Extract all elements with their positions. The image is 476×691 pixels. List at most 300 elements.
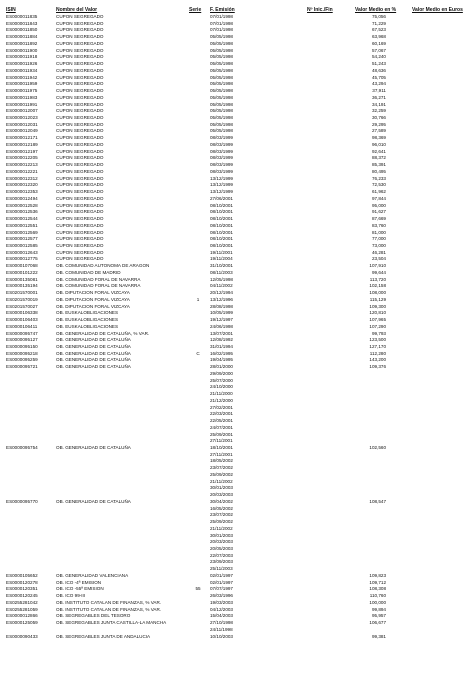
table-row	[0, 559, 476, 566]
name-cell: OB. DIPUTACION FORAL VIZCAYA	[56, 296, 130, 302]
date-cell: 23/09/2003	[210, 559, 233, 565]
date-cell: 05/05/1998	[210, 34, 233, 40]
date-cell: 10/10/2003	[210, 633, 233, 639]
isin-cell: ES0000012049	[6, 128, 38, 134]
value-cell: 30,766	[371, 115, 386, 121]
date-cell: 30/01/2003	[210, 485, 233, 491]
name-cell: CUPON SEGREGADO	[56, 61, 104, 67]
isin-cell: ES0000012577	[6, 236, 38, 242]
value-cell: 72,530	[371, 182, 386, 188]
value-cell: 127,170	[369, 343, 386, 349]
value-cell: 71,229	[371, 20, 386, 26]
table-row	[0, 580, 476, 587]
table-row	[0, 458, 476, 465]
table-row	[0, 411, 476, 418]
date-cell: 25/07/2000	[210, 377, 233, 383]
table-row	[0, 613, 476, 620]
name-cell: CUPON SEGREGADO	[56, 195, 104, 201]
value-cell: 32,259	[371, 108, 386, 114]
value-cell: 109,376	[369, 364, 386, 370]
date-cell: 04/11/2002	[210, 283, 233, 289]
table-row	[0, 88, 476, 95]
name-cell: CUPON SEGREGADO	[56, 94, 104, 100]
isin-cell: ES0000012221	[6, 168, 38, 174]
table-row	[0, 634, 476, 641]
isin-cell: ES0000011900	[6, 47, 38, 53]
name-cell: OB. ICO -4ª EMISION	[56, 579, 102, 585]
name-cell: OB. GENERALIDAD DE CATALUÑA	[56, 357, 131, 363]
name-cell: CUPON SEGREGADO	[56, 108, 104, 114]
table-row	[0, 61, 476, 68]
date-cell: 28/08/1998	[210, 303, 233, 309]
date-cell: 04/12/2003	[210, 606, 233, 612]
table-row	[0, 189, 476, 196]
date-cell: 24/11/1998	[210, 626, 233, 632]
table-row	[0, 230, 476, 237]
name-cell: CUPON SEGREGADO	[56, 27, 104, 33]
value-cell: 92,641	[371, 148, 386, 154]
value-cell: 143,200	[369, 357, 386, 363]
isin-cell: ES0000011884	[6, 34, 38, 40]
table-row	[0, 593, 476, 600]
value-cell: 109,712	[369, 579, 386, 585]
isin-cell: ES0000011991	[6, 101, 38, 107]
table-row	[0, 364, 476, 371]
serie-cell: C	[196, 350, 200, 356]
table-row	[0, 176, 476, 183]
table-row	[0, 438, 476, 445]
table-row	[0, 492, 476, 499]
date-cell: 21/11/2002	[210, 525, 233, 531]
date-cell: 07/07/1997	[210, 586, 233, 592]
table-row	[0, 445, 476, 452]
date-cell: 10/05/1999	[210, 310, 233, 316]
date-cell: 26/03/1996	[210, 593, 233, 599]
isin-cell: ES0000012866	[6, 613, 38, 619]
value-cell: 23,504	[371, 256, 386, 262]
date-cell: 07/01/1998	[210, 20, 233, 26]
isin-cell: ES0201570001	[6, 290, 38, 296]
isin-cell: ES0201570019	[6, 296, 38, 302]
date-cell: 05/05/1998	[210, 67, 233, 73]
date-cell: 19/04/1995	[210, 357, 233, 363]
name-cell: CUPON SEGREGADO	[56, 128, 104, 134]
name-cell: OB. EUSKALOBLIGACIONES	[56, 317, 119, 323]
table-row	[0, 236, 476, 243]
value-cell: 107,290	[369, 323, 386, 329]
name-cell: OB. GENERALIDAD DE CATALUÑA, % VAR.	[56, 330, 150, 336]
date-cell: 22/03/2001	[210, 411, 233, 417]
name-cell: CUPON SEGREGADO	[56, 175, 104, 181]
value-cell: 60,169	[371, 40, 386, 46]
table-row	[0, 398, 476, 405]
table-row	[0, 485, 476, 492]
isin-cell: ES0000011918	[6, 54, 38, 60]
isin-cell: ES0000120278	[6, 579, 38, 585]
date-cell: 02/01/1997	[210, 572, 233, 578]
table-row	[0, 68, 476, 75]
value-cell: 95,957	[371, 613, 386, 619]
value-cell: 36,271	[371, 94, 386, 100]
date-cell: 22/05/2001	[210, 418, 233, 424]
name-cell: CUPON SEGREGADO	[56, 222, 104, 228]
table-row	[0, 135, 476, 142]
isin-cell: ES0000011983	[6, 94, 38, 100]
table-row	[0, 573, 476, 580]
table-row	[0, 155, 476, 162]
table-row	[0, 128, 476, 135]
table-row	[0, 452, 476, 459]
name-cell: CUPON SEGREGADO	[56, 135, 104, 141]
isin-cell: ES0000106411	[6, 323, 38, 329]
value-cell: 107,910	[369, 263, 386, 269]
isin-cell: ES0000012007	[6, 108, 38, 114]
value-cell: 108,308	[369, 586, 386, 592]
value-cell: 102,560	[369, 445, 386, 450]
table-row	[0, 75, 476, 82]
value-cell: 109,300	[369, 303, 386, 309]
date-cell: 08/10/2001	[210, 242, 233, 248]
name-cell: OB. INSTITUTO CATALAN DE FINANZAS, % VAR.	[56, 606, 162, 612]
isin-cell: ES0000012551	[6, 222, 38, 228]
date-cell: 05/05/1998	[210, 40, 233, 46]
table-row	[0, 223, 476, 230]
isin-cell: ES0000012031	[6, 121, 38, 127]
date-cell: 05/05/1998	[210, 115, 233, 121]
table-row	[0, 277, 476, 284]
isin-cell: ES0201570027	[6, 303, 38, 309]
date-cell: 27/02/2001	[210, 404, 233, 410]
date-cell: 21/11/2002	[210, 478, 233, 484]
name-cell: OB. GENERALIDAD DE CATALUÑA	[56, 364, 131, 370]
name-cell: OB. COMUNIDAD DE MADRID	[56, 269, 121, 275]
value-cell: 98,369	[371, 135, 386, 141]
value-cell: 43,294	[371, 81, 386, 87]
table-row	[0, 371, 476, 378]
table-row	[0, 263, 476, 270]
date-cell: 19/12/1997	[210, 317, 233, 323]
table-row	[0, 553, 476, 560]
name-cell: CUPON SEGREGADO	[56, 202, 104, 208]
value-cell: 123,500	[369, 337, 386, 343]
isin-cell: ES0000012213	[6, 162, 38, 168]
isin-cell: ES0000106403	[6, 317, 38, 323]
date-cell: 18/10/2001	[210, 445, 233, 450]
table-row	[0, 425, 476, 432]
name-cell: CUPON SEGREGADO	[56, 141, 104, 147]
table-header	[0, 7, 476, 14]
isin-cell: ES0000012536	[6, 209, 38, 215]
name-cell: CUPON SEGREGADO	[56, 81, 104, 87]
table-row	[0, 283, 476, 290]
value-cell: 109,823	[369, 572, 386, 578]
date-cell: 08/10/2001	[210, 209, 233, 215]
table-row	[0, 122, 476, 129]
name-cell: CUPON SEGREGADO	[56, 236, 104, 242]
name-cell: CUPON SEGREGADO	[56, 189, 104, 195]
table-row	[0, 620, 476, 627]
value-cell: 67,523	[371, 27, 386, 33]
date-cell: 08/03/1999	[210, 168, 233, 174]
table-row	[0, 115, 476, 122]
date-cell: 21/12/2000	[210, 397, 233, 403]
table-body	[0, 14, 476, 640]
date-cell: 12/05/1998	[210, 276, 233, 282]
date-cell: 27/11/2001	[210, 438, 233, 444]
name-cell: CUPON SEGREGADO	[56, 162, 104, 168]
name-cell: CUPON SEGREGADO	[56, 74, 104, 80]
table-row	[0, 533, 476, 540]
name-cell: OB. SEGREGABLES DEL TESORO	[56, 613, 131, 619]
name-cell: CUPON SEGREGADO	[56, 242, 104, 248]
name-cell: OB. GENERALIDAD DE CATALUÑA	[56, 445, 131, 450]
date-cell: 28/01/2000	[210, 364, 233, 370]
isin-cell: ES0000095754	[6, 445, 38, 450]
table-row	[0, 95, 476, 102]
value-cell: 37,911	[372, 88, 386, 94]
table-row	[0, 81, 476, 88]
date-cell: 13/07/2001	[210, 330, 233, 336]
date-cell: 07/01/1998	[210, 14, 233, 19]
name-cell: CUPON SEGREGADO	[56, 121, 104, 127]
isin-cell: ES0000105652	[6, 572, 38, 578]
name-cell: OB. ICO -55ª EMISION	[56, 586, 104, 592]
table-row	[0, 149, 476, 156]
table-row	[0, 607, 476, 614]
isin-cell: ES0000012353	[6, 189, 38, 195]
value-cell: 83,760	[371, 222, 386, 228]
table-row	[0, 209, 476, 216]
table-row	[0, 519, 476, 526]
table-row	[0, 600, 476, 607]
table-row	[0, 566, 476, 573]
date-cell: 02/01/1997	[210, 579, 233, 585]
date-cell: 18/05/2002	[210, 458, 233, 464]
date-cell: 05/05/1998	[210, 54, 233, 60]
isin-cell: ES0000095150	[6, 343, 38, 349]
date-cell: 07/01/1998	[210, 27, 233, 33]
value-cell: 54,240	[371, 54, 386, 60]
date-cell: 30/01/2003	[210, 532, 233, 538]
name-cell: OB. GENERALIDAD DE CATALUÑA	[56, 343, 131, 349]
isin-cell: ES0000011843	[6, 20, 38, 26]
header-nominal: Nº Inic./Fin	[307, 7, 333, 13]
value-cell: 51,243	[371, 61, 386, 67]
name-cell: OB. DIPUTACION FORAL VIZCAYA	[56, 290, 130, 296]
date-cell: 25/09/2001	[210, 431, 233, 437]
isin-cell: ES0000012569	[6, 229, 38, 235]
value-cell: 87,669	[371, 216, 386, 222]
table-row	[0, 34, 476, 41]
table-row	[0, 142, 476, 149]
date-cell: 20/03/2003	[210, 492, 233, 498]
isin-cell: ES0000011850	[6, 27, 38, 33]
date-cell: 08/03/1999	[210, 141, 233, 147]
header-valor-pct: Valor Medio en %	[355, 7, 397, 13]
date-cell: 19/03/2003	[210, 599, 233, 605]
table-row	[0, 418, 476, 425]
value-cell: 73,000	[371, 242, 386, 248]
name-cell: OB. EUSKALOBLIGACIONES	[56, 310, 119, 316]
serie-cell: 55	[195, 586, 201, 592]
name-cell: OB. GENERALIDAD VALENCIANA	[56, 572, 129, 578]
header-serie: Serie	[189, 7, 202, 13]
date-cell: 08/11/2003	[210, 269, 233, 275]
table-row	[0, 317, 476, 324]
name-cell: OB. INSTITUTO CATALAN DE FINANZAS, % VAR.	[56, 599, 162, 605]
table-row	[0, 432, 476, 439]
value-cell: 85,391	[371, 162, 386, 168]
isin-cell: ES0000135194	[6, 283, 38, 289]
date-cell: 05/05/1998	[210, 47, 233, 53]
value-cell: 99,894	[371, 606, 386, 612]
date-cell: 05/05/1998	[210, 128, 233, 134]
header-fecha-emision: F. Emisión	[210, 7, 235, 13]
date-cell: 08/10/2001	[210, 202, 233, 208]
name-cell: CUPON SEGREGADO	[56, 256, 104, 262]
value-cell: 115,129	[369, 296, 386, 302]
date-cell: 31/10/2001	[210, 263, 233, 269]
date-cell: 05/05/1998	[210, 74, 233, 80]
value-cell: 27,589	[371, 128, 386, 134]
isin-cell: ES0000125059	[6, 620, 38, 626]
date-cell: 13/12/1999	[210, 175, 233, 181]
isin-cell: ES0000095218	[6, 350, 38, 356]
date-cell: 08/10/2001	[210, 222, 233, 228]
isin-cell: ES0000011892	[6, 40, 38, 46]
date-cell: 23/07/2002	[210, 512, 233, 518]
date-cell: 05/05/1998	[210, 94, 233, 100]
name-cell: OB. ICO 99-III	[56, 593, 86, 599]
header-isin: ISIN	[6, 7, 16, 13]
name-cell: CUPON SEGREGADO	[56, 47, 104, 53]
date-cell: 19/11/2001	[210, 249, 233, 255]
isin-cell: ES0000012197	[6, 148, 38, 154]
table-row	[0, 243, 476, 250]
name-cell: CUPON SEGREGADO	[56, 101, 104, 107]
table-row	[0, 539, 476, 546]
isin-cell: ES0000120245	[6, 593, 38, 599]
table-row	[0, 203, 476, 210]
isin-cell: ES0000012320	[6, 182, 38, 188]
name-cell: OB. COMUNIDAD AUTONOMA DE ARAGON	[56, 263, 150, 269]
date-cell: 08/10/2001	[210, 216, 233, 222]
date-cell: 20/03/2003	[210, 539, 233, 545]
table-row	[0, 102, 476, 109]
table-row	[0, 304, 476, 311]
table-row	[0, 216, 476, 223]
date-cell: 22/07/2003	[210, 552, 233, 558]
date-cell: 24/10/2000	[210, 384, 233, 390]
name-cell: CUPON SEGREGADO	[56, 40, 104, 46]
date-cell: 27/11/2001	[210, 451, 233, 457]
value-cell: 99,793	[371, 330, 386, 336]
value-cell: 99,644	[371, 269, 386, 275]
value-cell: 113,720	[369, 276, 386, 282]
table-row	[0, 54, 476, 61]
table-row	[0, 344, 476, 351]
isin-cell: ES0255281042	[6, 599, 38, 605]
isin-cell: ES0000011975	[6, 88, 38, 94]
name-cell: CUPON SEGREGADO	[56, 88, 104, 94]
value-cell: 107,965	[369, 317, 386, 323]
date-cell: 25/09/2002	[210, 519, 233, 525]
table-row	[0, 472, 476, 479]
isin-cell: ES0000012171	[6, 135, 38, 141]
value-cell: 29,295	[371, 121, 386, 127]
value-cell: 81,000	[371, 229, 386, 235]
table-row	[0, 41, 476, 48]
table-row	[0, 169, 476, 176]
isin-cell: ES0000012528	[6, 202, 38, 208]
table-row	[0, 586, 476, 593]
date-cell: 16/05/2002	[210, 505, 233, 511]
isin-cell: ES0000120351	[6, 586, 38, 592]
name-cell: CUPON SEGREGADO	[56, 249, 104, 255]
table-row	[0, 290, 476, 297]
table-row	[0, 182, 476, 189]
date-cell: 21/11/2000	[210, 391, 233, 397]
isin-cell: ES0000012189	[6, 141, 38, 147]
date-cell: 05/05/1998	[210, 108, 233, 114]
table-row	[0, 391, 476, 398]
value-cell: 88,372	[371, 155, 386, 161]
isin-cell: ES0000095127	[6, 337, 38, 343]
isin-cell: ES0000012205	[6, 155, 38, 161]
value-cell: 63,968	[371, 34, 386, 40]
value-cell: 48,636	[371, 67, 386, 73]
table-row	[0, 479, 476, 486]
isin-cell: ES0000095770	[6, 498, 38, 504]
table-row	[0, 337, 476, 344]
isin-cell: ES0000011942	[6, 74, 38, 80]
date-cell: 08/03/1999	[210, 162, 233, 168]
date-cell: 27/10/1998	[210, 620, 233, 626]
table-row	[0, 162, 476, 169]
isin-cell: ES0000106338	[6, 310, 38, 316]
table-row	[0, 21, 476, 28]
date-cell: 08/10/2001	[210, 229, 233, 235]
table-row	[0, 512, 476, 519]
isin-cell: ES0000011959	[6, 81, 38, 87]
table-row	[0, 270, 476, 277]
value-cell: 77,000	[371, 236, 386, 242]
date-cell: 08/10/2001	[210, 236, 233, 242]
name-cell: OB. EUSKALOBLIGACIONES	[56, 323, 119, 329]
value-cell: 112,280	[369, 350, 386, 356]
name-cell: CUPON SEGREGADO	[56, 209, 104, 215]
isin-cell: ES0000011926	[6, 61, 38, 67]
date-cell: 25/09/2002	[210, 471, 233, 477]
isin-cell: ES0000012585	[6, 242, 38, 248]
name-cell: CUPON SEGREGADO	[56, 67, 104, 73]
date-cell: 05/05/1998	[210, 121, 233, 127]
isin-cell: ES0000095721	[6, 364, 38, 370]
name-cell: CUPON SEGREGADO	[56, 14, 104, 19]
isin-cell: ES0000012643	[6, 249, 38, 255]
value-cell: 110,760	[369, 593, 386, 599]
name-cell: OB. COMUNIDAD FORAL DE NAVARRA	[56, 276, 141, 282]
date-cell: 15/04/2003	[210, 613, 233, 619]
name-cell: CUPON SEGREGADO	[56, 168, 104, 174]
date-cell: 12/08/1992	[210, 337, 233, 343]
isin-cell: ES0000095747	[6, 330, 38, 336]
table-row	[0, 526, 476, 533]
value-cell: 76,233	[371, 175, 386, 181]
header-valor-eur: Valor Medio en Euros	[412, 7, 463, 13]
name-cell: CUPON SEGREGADO	[56, 182, 104, 188]
value-cell: 80,495	[371, 168, 386, 174]
